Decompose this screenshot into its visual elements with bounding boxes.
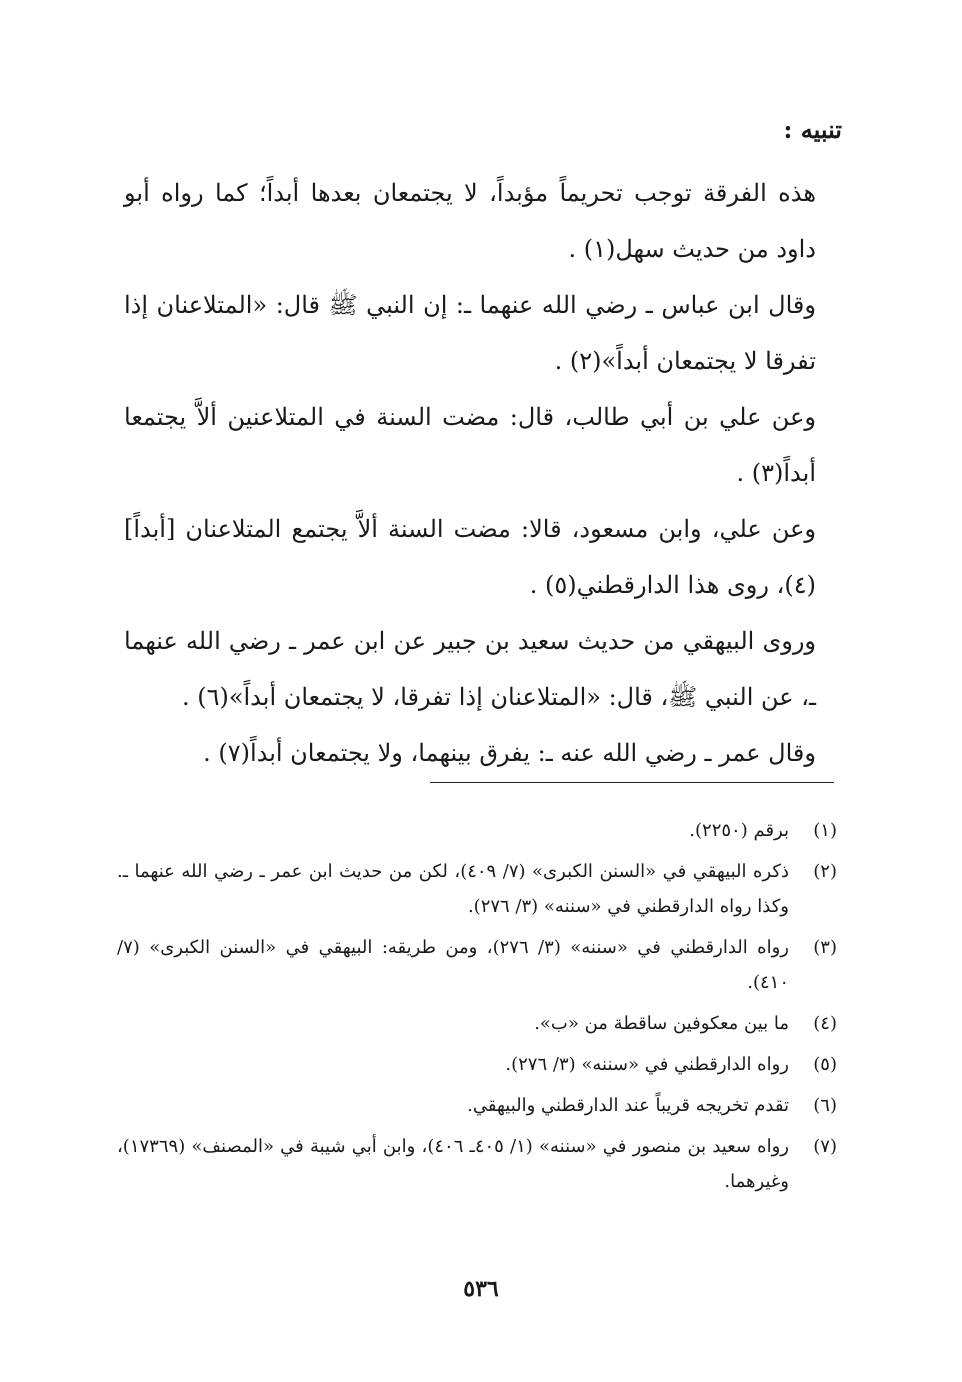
- paragraph-6: [124, 725, 842, 781]
- footnote-number: (٤): [813, 1013, 837, 1034]
- paragraph-1-text: هذه الفرقة توجب تحريماً مؤبداً، لا يجتمعان بعدها أبداً؛ كما رواه أبو داود من حديث سهل(١) .: [124, 179, 816, 263]
- footnote-2: [117, 854, 837, 924]
- footnote-number: (٦): [813, 1095, 837, 1116]
- paragraph-2: [124, 277, 842, 389]
- paragraph-4-text: وعن علي، وابن مسعود، قالا: مضت السنة ألاَّ يجتمع المتلاعنان [أبداً](٤)، روى هذا الدارقطني(٥) .: [124, 515, 816, 599]
- footnote-number: (١): [813, 820, 837, 841]
- footnote-text: رواه الدارقطني في «سننه» (٣/ ٢٧٦)، ومن طريقه: البيهقي في «السنن الكبرى» (٧/ ٤١٠).: [117, 937, 789, 993]
- section-heading: تنبيه :: [783, 115, 842, 144]
- footnote-text: رواه الدارقطني في «سننه» (٣/ ٢٧٦).: [505, 1054, 789, 1075]
- paragraph-6-text: وقال عمر ـ رضي الله عنه ـ: يفرق بينهما، ولا يجتمعان أبداً(٧) .: [203, 739, 816, 767]
- footnote-text: تقدم تخريجه قريباً عند الدارقطني والبيهقي.: [467, 1095, 789, 1116]
- footnote-text: رواه سعيد بن منصور في «سننه» (١/ ٤٠٥ـ ٤٠٦)، وابن أبي شيبة في «المصنف» (١٧٣٦٩)، وغيرهما.: [117, 1136, 789, 1192]
- footnote-5: [117, 1047, 837, 1082]
- footnotes: [117, 813, 837, 1205]
- footnote-separator: [430, 782, 834, 783]
- footnote-6: [117, 1088, 837, 1123]
- footnote-4: [117, 1006, 837, 1041]
- footnote-number: (٧): [813, 1136, 837, 1157]
- footnote-text: برقم (٢٢٥٠).: [689, 820, 789, 841]
- paragraph-1: [124, 165, 842, 277]
- footnote-7: [117, 1129, 837, 1199]
- footnote-text: ذكره البيهقي في «السنن الكبرى» (٧/ ٤٠٩)، لكن من حديث ابن عمر ـ رضي الله عنهما ـ. وكذا رواه الدارقطني في «سننه» (٣/ ٢٧٦).: [117, 861, 789, 917]
- footnote-3: [117, 930, 837, 1000]
- footnote-number: (٥): [813, 1054, 837, 1075]
- footnote-number: (٣): [813, 937, 837, 958]
- footnote-number: (٢): [813, 861, 837, 882]
- paragraph-5-text: وروى البيهقي من حديث سعيد بن جبير عن ابن عمر ـ رضي الله عنهما ـ، عن النبي ﷺ، قال: «المتلاعنان إذا تفرقا، لا يجتمعان أبداً»(٦) .: [124, 627, 816, 711]
- paragraph-5: [124, 613, 842, 725]
- footnote-text: ما بين معكوفين ساقطة من «ب».: [534, 1013, 789, 1034]
- paragraph-4: [124, 501, 842, 613]
- page-number: ٥٣٦: [463, 1276, 499, 1302]
- paragraph-2-text: وقال ابن عباس ـ رضي الله عنهما ـ: إن النبي ﷺ قال: «المتلاعنان إذا تفرقا لا يجتمعان أبداً»(٢) .: [124, 291, 816, 375]
- paragraph-3: [124, 389, 842, 501]
- paragraph-3-text: وعن علي بن أبي طالب، قال: مضت السنة في المتلاعنين ألاَّ يجتمعا أبداً(٣) .: [124, 403, 816, 487]
- footnote-1: [117, 813, 837, 848]
